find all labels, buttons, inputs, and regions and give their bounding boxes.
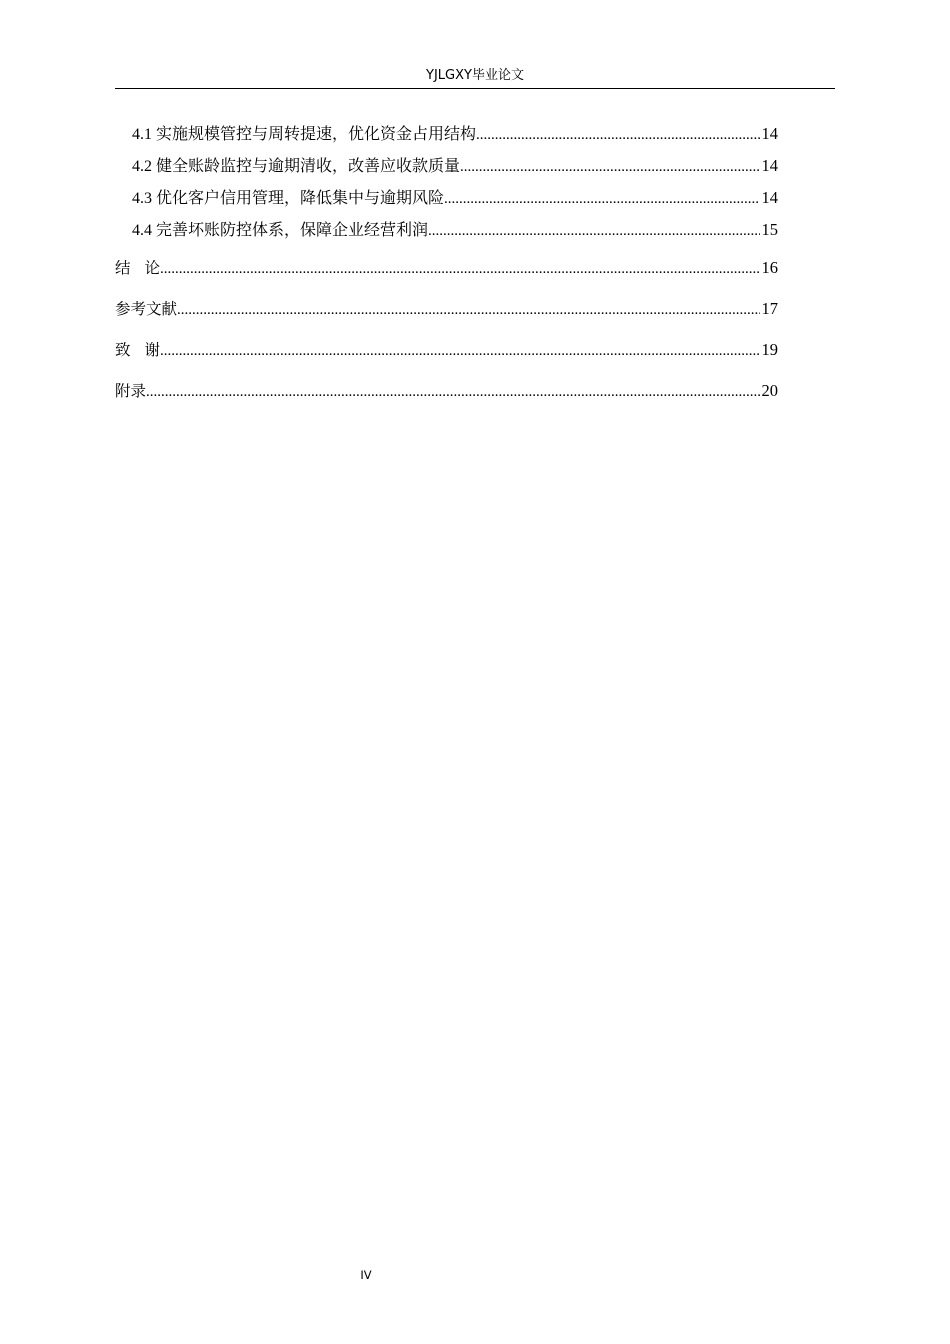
toc-entry-title: 参考文献 bbox=[115, 300, 178, 318]
toc-entry-4-2[interactable] bbox=[115, 152, 778, 184]
toc-entry-title: 4.4 完善坏账防控体系，保障企业经营利润 bbox=[132, 222, 429, 239]
toc-entry-page: 15 bbox=[761, 220, 778, 239]
toc-dot-leader bbox=[146, 374, 759, 410]
toc-entry-page: 20 bbox=[761, 381, 778, 400]
toc-entry-page: 14 bbox=[761, 188, 778, 207]
toc-entry-acknowledgements[interactable] bbox=[115, 332, 778, 373]
toc-entry-title: 4.3 优化客户信用管理，降低集中与逾期风险 bbox=[132, 190, 445, 207]
page-number: IV bbox=[360, 1268, 372, 1282]
table-of-contents bbox=[115, 120, 778, 414]
toc-entry-references[interactable] bbox=[115, 291, 778, 332]
toc-entry-conclusion[interactable] bbox=[115, 250, 778, 291]
toc-dot-leader bbox=[476, 121, 759, 149]
toc-dot-leader bbox=[428, 217, 759, 245]
toc-entry-appendix[interactable] bbox=[115, 373, 778, 414]
toc-dot-leader bbox=[460, 153, 759, 181]
toc-entry-4-3[interactable] bbox=[115, 184, 778, 216]
toc-entry-page: 14 bbox=[761, 156, 778, 175]
toc-entry-4-4[interactable] bbox=[115, 216, 778, 248]
toc-entry-title: 4.1 实施规模管控与周转提速，优化资金占用结构 bbox=[132, 126, 477, 143]
toc-entry-page: 16 bbox=[761, 258, 778, 277]
toc-entry-title: 附录 bbox=[115, 382, 147, 400]
toc-dot-leader bbox=[160, 333, 760, 369]
toc-entry-page: 14 bbox=[761, 124, 778, 143]
page-header bbox=[115, 64, 835, 88]
toc-dot-leader bbox=[444, 185, 759, 213]
toc-entry-title: 4.2 健全账龄监控与逾期清收，改善应收款质量 bbox=[132, 158, 461, 175]
toc-dot-leader bbox=[177, 292, 759, 328]
toc-entry-title: 致谢 bbox=[115, 341, 174, 359]
header-rule bbox=[115, 88, 835, 89]
header-title: YJLGXY毕业论文 bbox=[426, 68, 524, 83]
toc-entry-page: 17 bbox=[761, 299, 778, 318]
toc-entry-page: 19 bbox=[761, 340, 778, 359]
toc-dot-leader bbox=[160, 251, 760, 287]
toc-entry-4-1[interactable] bbox=[115, 120, 778, 152]
toc-entry-title: 结论 bbox=[115, 259, 174, 277]
